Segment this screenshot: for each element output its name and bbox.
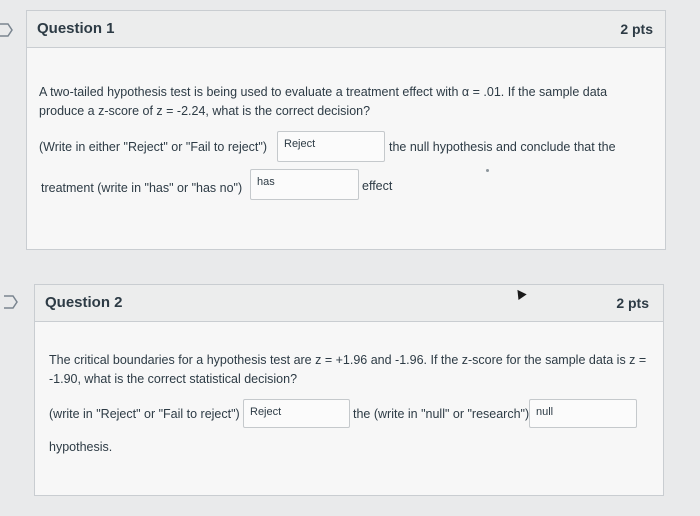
- question-2-text: The critical boundaries for a hypothesis test are z = +1.96 and -1.96. If the z-score for the sample data is z = -1.90, what is the correct statistical decision?: [49, 353, 647, 386]
- question-1-points: 2 pts: [620, 21, 653, 37]
- question-2-answer1-field[interactable]: Reject: [243, 399, 350, 428]
- question-1-after1-text: the null hypothesis and conclude that the: [389, 140, 616, 154]
- question-2-after2-text: hypothesis.: [49, 440, 113, 454]
- question-1-title: Question 1: [37, 20, 115, 37]
- question-1-answer2-field[interactable]: has: [250, 169, 359, 200]
- question-2-answer2-field[interactable]: null: [529, 399, 637, 428]
- flag-icon[interactable]: [0, 22, 14, 38]
- question-1-header: [27, 11, 665, 48]
- question-1-text: A two-tailed hypothesis test is being used to evaluate a treatment effect with α = .01. If the sample data produce a z-score of z = -2.24, what is the correct decision?: [39, 85, 608, 118]
- question-2-header: [35, 285, 663, 322]
- question-2-title: Question 2: [45, 294, 123, 311]
- question-1-after2-text: effect: [362, 179, 393, 193]
- flag-icon[interactable]: [3, 294, 19, 310]
- question-1-answer1-field[interactable]: Reject: [277, 131, 385, 162]
- decorative-dot: [486, 169, 489, 172]
- question-1-card: [26, 10, 666, 250]
- question-2-points: 2 pts: [616, 295, 649, 311]
- question-1-answer2-label: treatment (write in "has" or "has no"): [41, 181, 243, 195]
- question-2-answer2-label: the (write in "null" or "research"): [353, 407, 530, 421]
- question-1-answer1-label: (Write in either "Reject" or "Fail to reject"): [39, 140, 267, 154]
- question-2-card: [34, 284, 664, 496]
- question-2-answer1-label: (write in "Reject" or "Fail to reject"): [49, 407, 240, 421]
